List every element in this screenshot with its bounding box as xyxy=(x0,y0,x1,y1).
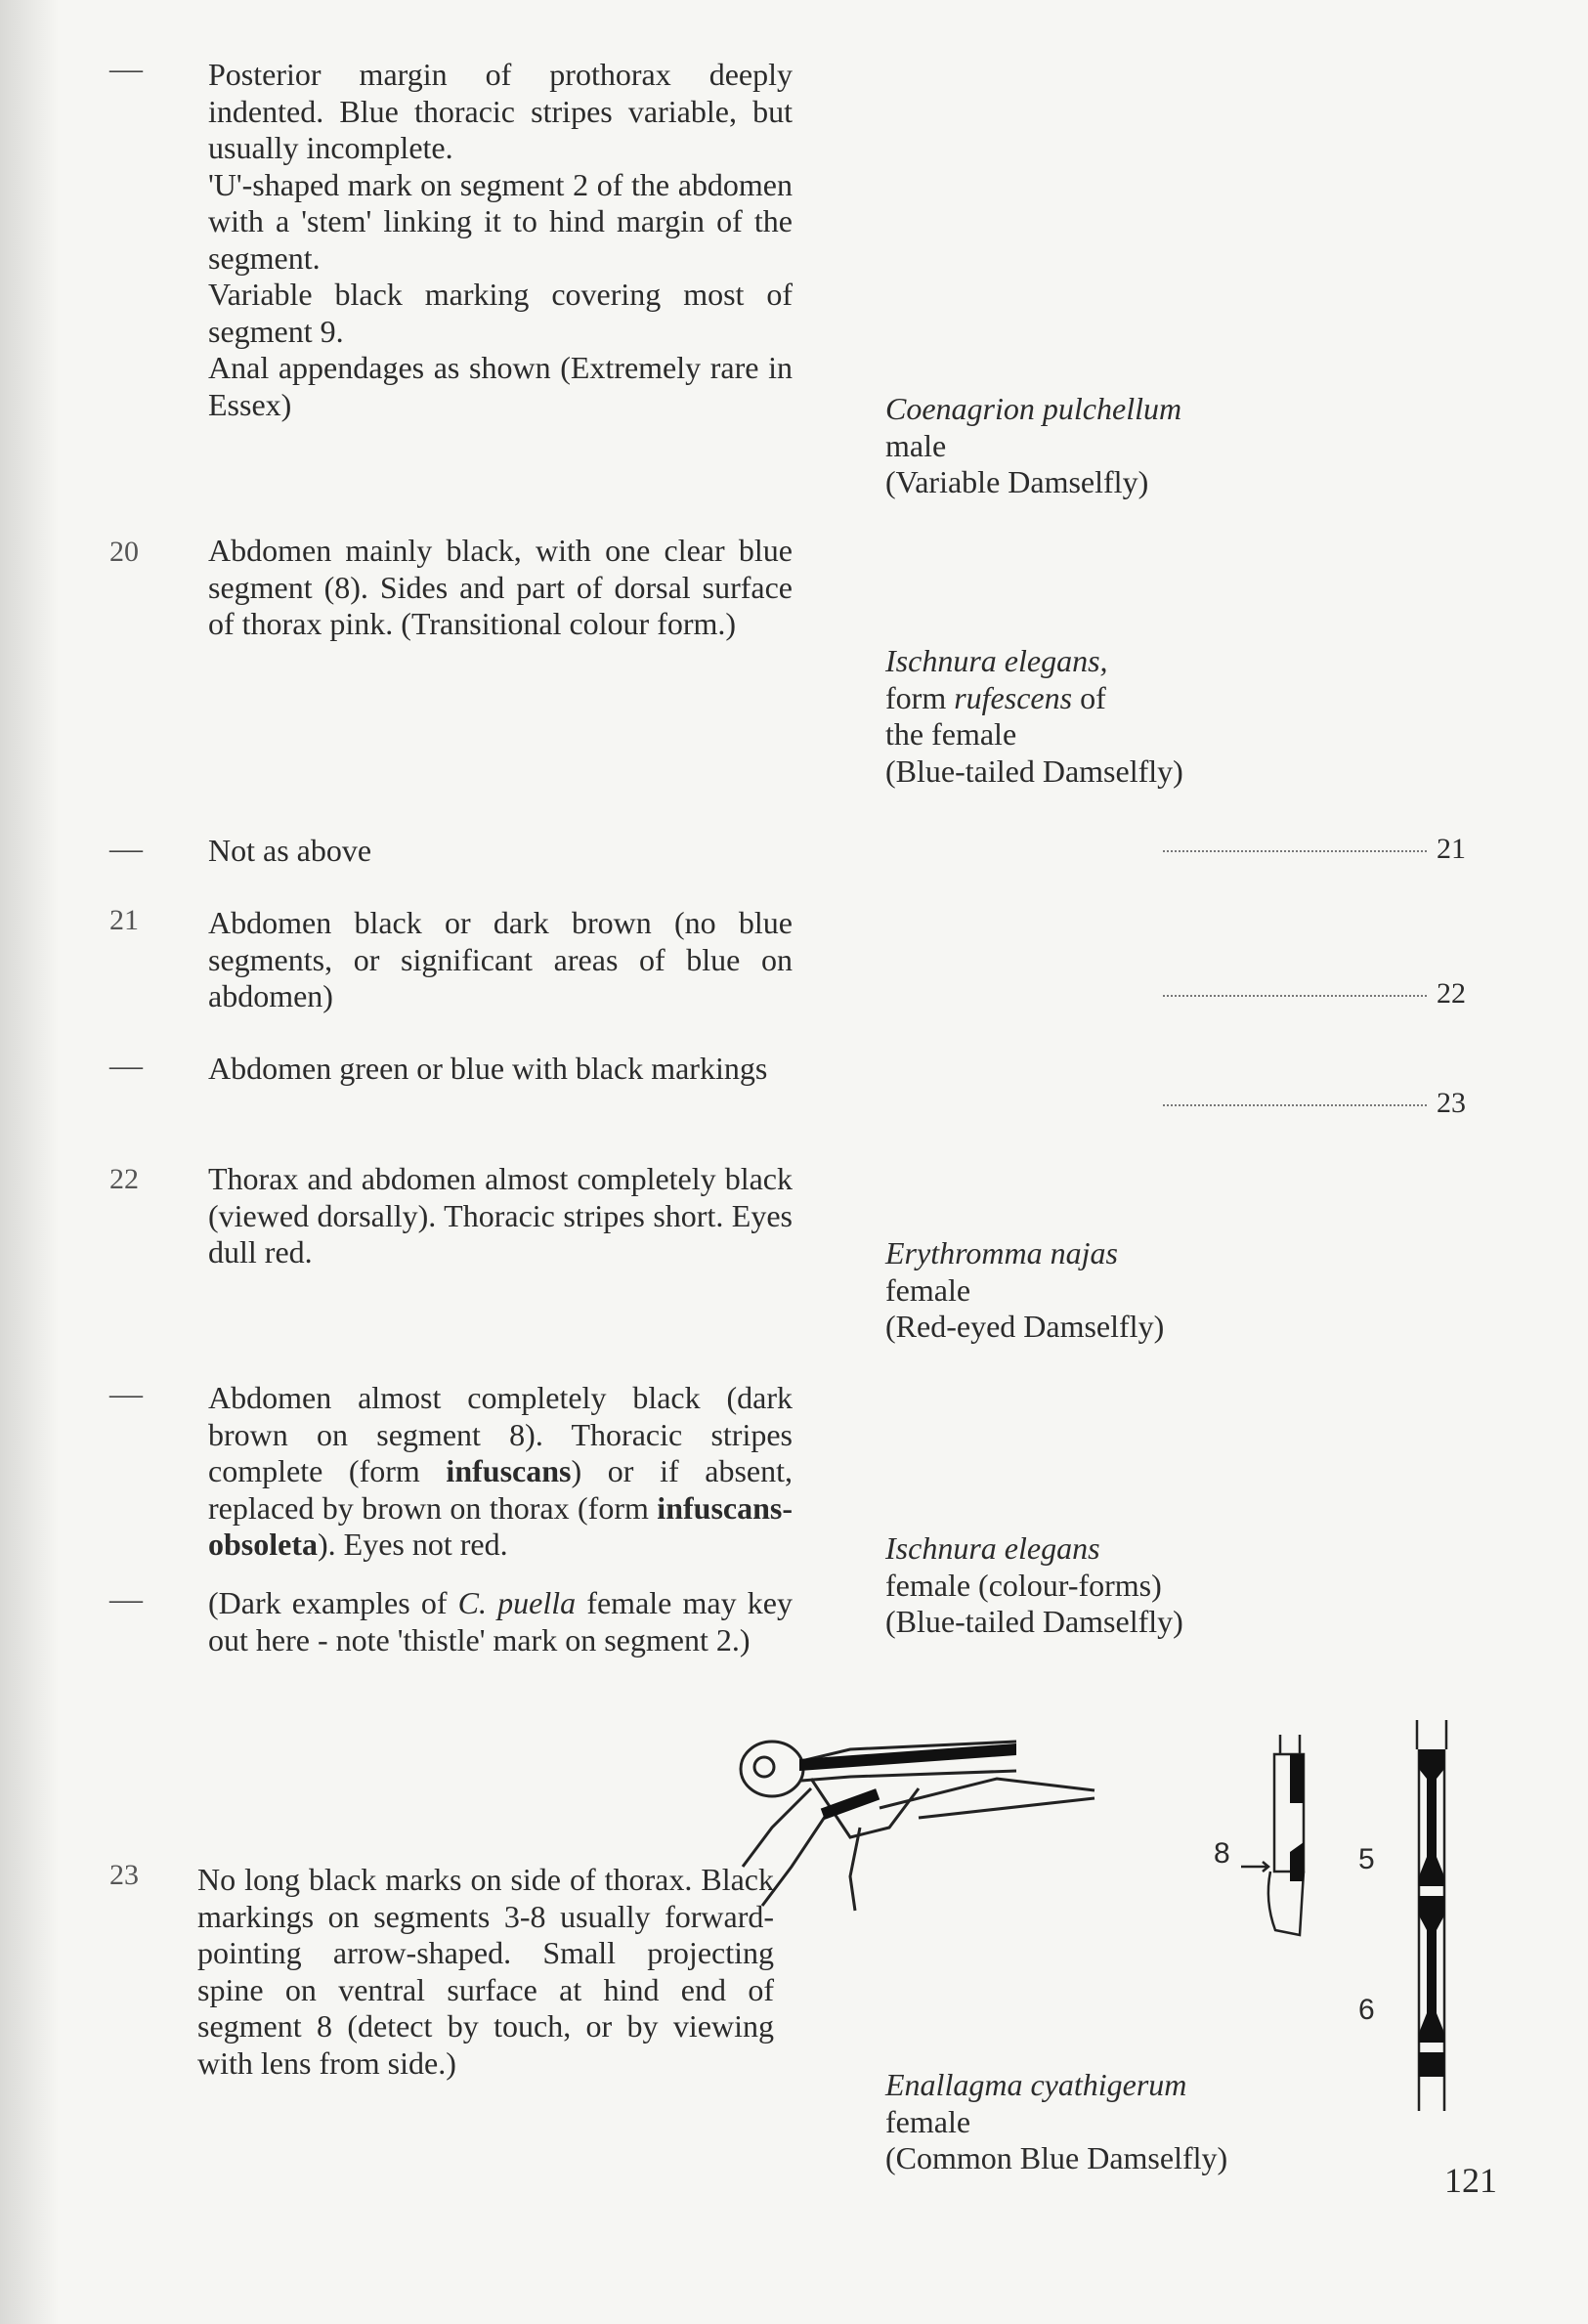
go-to-couplet xyxy=(1163,833,1466,866)
species-name: Ischnura elegans, xyxy=(885,643,1108,678)
note-part: (Dark examples of xyxy=(208,1585,458,1620)
go-to-couplet xyxy=(1163,1087,1466,1120)
form-name-infuscans: infuscans xyxy=(446,1453,572,1488)
couplet-description: No long black marks on side of thorax. Black markings on segments 3-8 usually forward-pointing arrow-shaped. Small projecting spine on ventral surface at hind end of segment 8 (detect by touch, or by viewing with lens from side.) xyxy=(197,1862,774,2081)
note-part: female may key out here - note 'thistle' mark on segment 2.) xyxy=(208,1585,793,1657)
description-line: Anal appendages as shown (Extremely rare in Essex) xyxy=(208,350,793,422)
description-part: Abdomen almost completely black (dark brown on segment 8). Thoracic stripes complete (form xyxy=(208,1380,793,1488)
segment-8-side-view-illustration xyxy=(1241,1735,1319,1969)
species-abbrev: C. puella xyxy=(457,1585,577,1620)
species-result xyxy=(885,1530,1183,1641)
leader-dots xyxy=(1163,1103,1427,1106)
form-name: rufescens xyxy=(954,679,1073,715)
description-part: ) or if absent, replaced by brown on thorax (form xyxy=(208,1453,793,1526)
species-result xyxy=(885,643,1183,790)
couplet-dash: — xyxy=(109,1048,143,1084)
species-sex: the female xyxy=(885,716,1017,752)
couplet-description xyxy=(208,1380,793,1564)
species-name: Erythromma najas xyxy=(885,1235,1118,1270)
couplet-description xyxy=(208,533,793,643)
description-line: 'U'-shaped mark on segment 2 of the abdomen with a 'stem' linking it to hind margin of the segment. xyxy=(208,166,793,276)
species-common-name: (Common Blue Damselfly) xyxy=(885,2140,1228,2175)
species-result xyxy=(885,2067,1227,2177)
segment-label-6: 6 xyxy=(1358,1994,1375,2026)
species-name: Enallagma cyathigerum xyxy=(885,2067,1187,2102)
go-to-couplet xyxy=(1163,977,1466,1011)
couplet-description xyxy=(208,57,793,423)
description-line: Variable black marking covering most of segment 9. xyxy=(208,277,793,349)
couplet-note xyxy=(208,1585,793,1658)
form-prefix: form xyxy=(885,679,955,715)
species-result xyxy=(885,1235,1164,1346)
leader-dots xyxy=(1163,994,1427,997)
couplet-dash: — xyxy=(109,831,143,867)
form-suffix: of xyxy=(1072,679,1106,715)
species-form xyxy=(885,680,1183,717)
species-result xyxy=(885,391,1181,501)
description-line: Posterior margin of prothorax deeply indented. Blue thoracic stripes variable, but usually incomplete. xyxy=(208,57,793,165)
description-line: Abdomen mainly black, with one clear blue segment (8). Sides and part of dorsal surface of thorax pink. (Transitional colour form.) xyxy=(208,533,793,641)
couplet-number: 20 xyxy=(109,536,139,568)
couplet-description: Abdomen black or dark brown (no blue segments, or significant areas of blue on abdomen) xyxy=(208,905,793,1013)
species-sex: female (colour-forms) xyxy=(885,1567,1162,1603)
couplet-description: Abdomen green or blue with black markings xyxy=(208,1051,768,1086)
species-name: Coenagrion pulchellum xyxy=(885,391,1182,426)
form-name-infuscans-obsoleta: infuscans-obsoleta xyxy=(208,1489,793,1562)
species-common-name: (Variable Damselfly) xyxy=(885,464,1149,499)
couplet-number: 23 xyxy=(109,1859,139,1891)
couplet-dash: — xyxy=(109,51,143,87)
species-sex: male xyxy=(885,427,947,463)
page-number: 121 xyxy=(1444,2161,1497,2200)
species-sex: female xyxy=(885,2103,971,2139)
leader-dots xyxy=(1163,849,1427,852)
couplet-reference: 23 xyxy=(1437,1087,1466,1119)
species-common-name: (Blue-tailed Damselfly) xyxy=(885,1604,1183,1639)
couplet-dash: — xyxy=(109,1581,143,1617)
species-common-name: (Red-eyed Damselfly) xyxy=(885,1309,1165,1344)
description-part: ). Eyes not red. xyxy=(318,1527,508,1562)
segment-label-8: 8 xyxy=(1214,1837,1230,1870)
couplet-dash: — xyxy=(109,1376,143,1412)
couplet-number: 21 xyxy=(109,904,139,936)
abdomen-segments-dorsal-illustration xyxy=(1397,1720,1466,2130)
segment-label-5: 5 xyxy=(1358,1843,1375,1875)
species-name: Ischnura elegans xyxy=(885,1530,1100,1566)
couplet-description: Not as above xyxy=(208,833,372,868)
couplet-description: Thorax and abdomen almost completely black (viewed dorsally). Thoracic stripes short. Eyes dull red. xyxy=(208,1161,793,1270)
species-common-name: (Blue-tailed Damselfly) xyxy=(885,753,1183,789)
species-sex: female xyxy=(885,1271,971,1308)
couplet-reference: 22 xyxy=(1437,977,1466,1010)
damselfly-side-view-illustration xyxy=(704,1720,1134,1945)
couplet-number: 22 xyxy=(109,1163,139,1195)
page-gutter-shadow xyxy=(0,0,59,2324)
couplet-reference: 21 xyxy=(1437,833,1466,865)
